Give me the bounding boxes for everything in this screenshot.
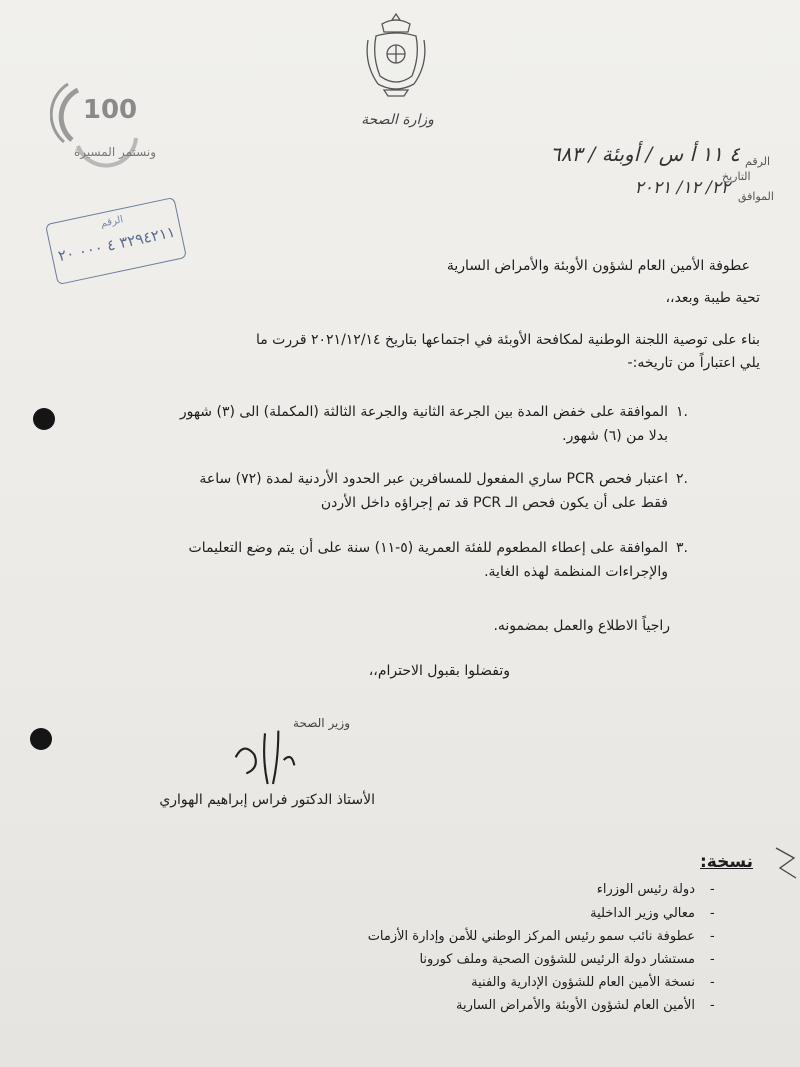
item-2-line-2: فقط على أن يكون فحص الـ PCR قد تم إجراؤه داخل الأردن xyxy=(320,495,668,511)
closing-line: وتفضلوا بقبول الاحترام،، xyxy=(368,663,510,679)
date-label: التاريخ xyxy=(722,170,751,183)
punch-hole xyxy=(30,728,52,750)
logo-number: 100 xyxy=(82,95,138,125)
item-3-line-2: والإجراءات المنظمة لهذه الغاية. xyxy=(484,564,668,580)
intro-line-1: بناء على توصية اللجنة الوطنية لمكافحة الأوبئة في اجتماعها بتاريخ ٢٠٢١/١٢/١٤ قررت ما xyxy=(255,332,760,348)
punch-hole xyxy=(33,408,55,430)
signature-icon xyxy=(180,720,350,800)
copy-item: عطوفة نائب سمو رئيس المركز الوطني للأمن وإدارة الأزمات xyxy=(367,929,695,944)
equivalent-label: الموافق xyxy=(738,190,774,203)
stamp-number: ٣٢٩٤٢١١ ٤ ٠٠٠ ٢٠ xyxy=(56,222,177,266)
copy-item: مستشار دولة الرئيس للشؤون الصحية وملف كورونا xyxy=(419,952,695,967)
copy-bullet: - xyxy=(710,929,715,944)
copy-bullet: - xyxy=(710,998,715,1013)
copy-bullet: - xyxy=(710,906,715,921)
copy-item: الأمين العام لشؤون الأوبئة والأمراض السارية xyxy=(455,998,695,1013)
greeting: تحية طيبة وبعد،، xyxy=(665,290,760,306)
item-3-line-1: الموافقة على إعطاء المطعوم للفئة العمرية (٥-١١) سنة على أن يتم وضع التعليمات xyxy=(188,540,668,556)
coat-of-arms-icon xyxy=(362,10,430,120)
margin-mark-icon xyxy=(770,840,800,900)
copy-item: معالي وزير الداخلية xyxy=(590,906,695,921)
ministry-name: وزارة الصحة xyxy=(361,112,434,128)
request-line: راجياً الاطلاع والعمل بمضمونه. xyxy=(493,618,670,634)
ref-value: ٤ ١١ أ س / أوبئة / ٦٨٣ xyxy=(550,142,740,166)
copy-bullet: - xyxy=(710,952,715,967)
item-1-line-2: بدلا من (٦) شهور. xyxy=(562,428,668,444)
item-2-number: ٢. xyxy=(676,471,688,487)
date-value: ٢٢/ ١٢/ ٢٠٢١ xyxy=(634,178,730,198)
item-1-line-1: الموافقة على خفض المدة بين الجرعة الثانية والجرعة الثالثة (المكملة) الى (٣) شهور xyxy=(179,404,668,420)
item-1-number: ١. xyxy=(676,404,688,420)
stamp-label: الرقم xyxy=(99,214,125,230)
signer-name: الأستاذ الدكتور فراس إبراهيم الهواري xyxy=(159,792,375,808)
intro-line-2: يلي اعتباراً من تاريخه:- xyxy=(627,355,760,371)
copies-title: نسخة: xyxy=(700,852,754,872)
item-2-line-1: اعتبار فحص PCR ساري المفعول للمسافرين عبر الحدود الأردنية لمدة (٧٢) ساعة xyxy=(199,471,668,487)
copy-item: دولة رئيس الوزراء xyxy=(596,882,695,897)
item-3-number: ٣. xyxy=(676,540,688,556)
received-stamp xyxy=(45,197,187,285)
signer-title: وزير الصحة xyxy=(293,716,350,730)
addressee: عطوفة الأمين العام لشؤون الأوبئة والأمراض السارية xyxy=(446,258,750,274)
logo-caption: ونستمر المسيرة xyxy=(74,145,156,159)
copy-bullet: - xyxy=(710,882,715,897)
copy-bullet: - xyxy=(710,975,715,990)
ref-label: الرقم xyxy=(745,155,771,168)
copy-item: نسخة الأمين العام للشؤون الإدارية والفنية xyxy=(471,975,695,990)
